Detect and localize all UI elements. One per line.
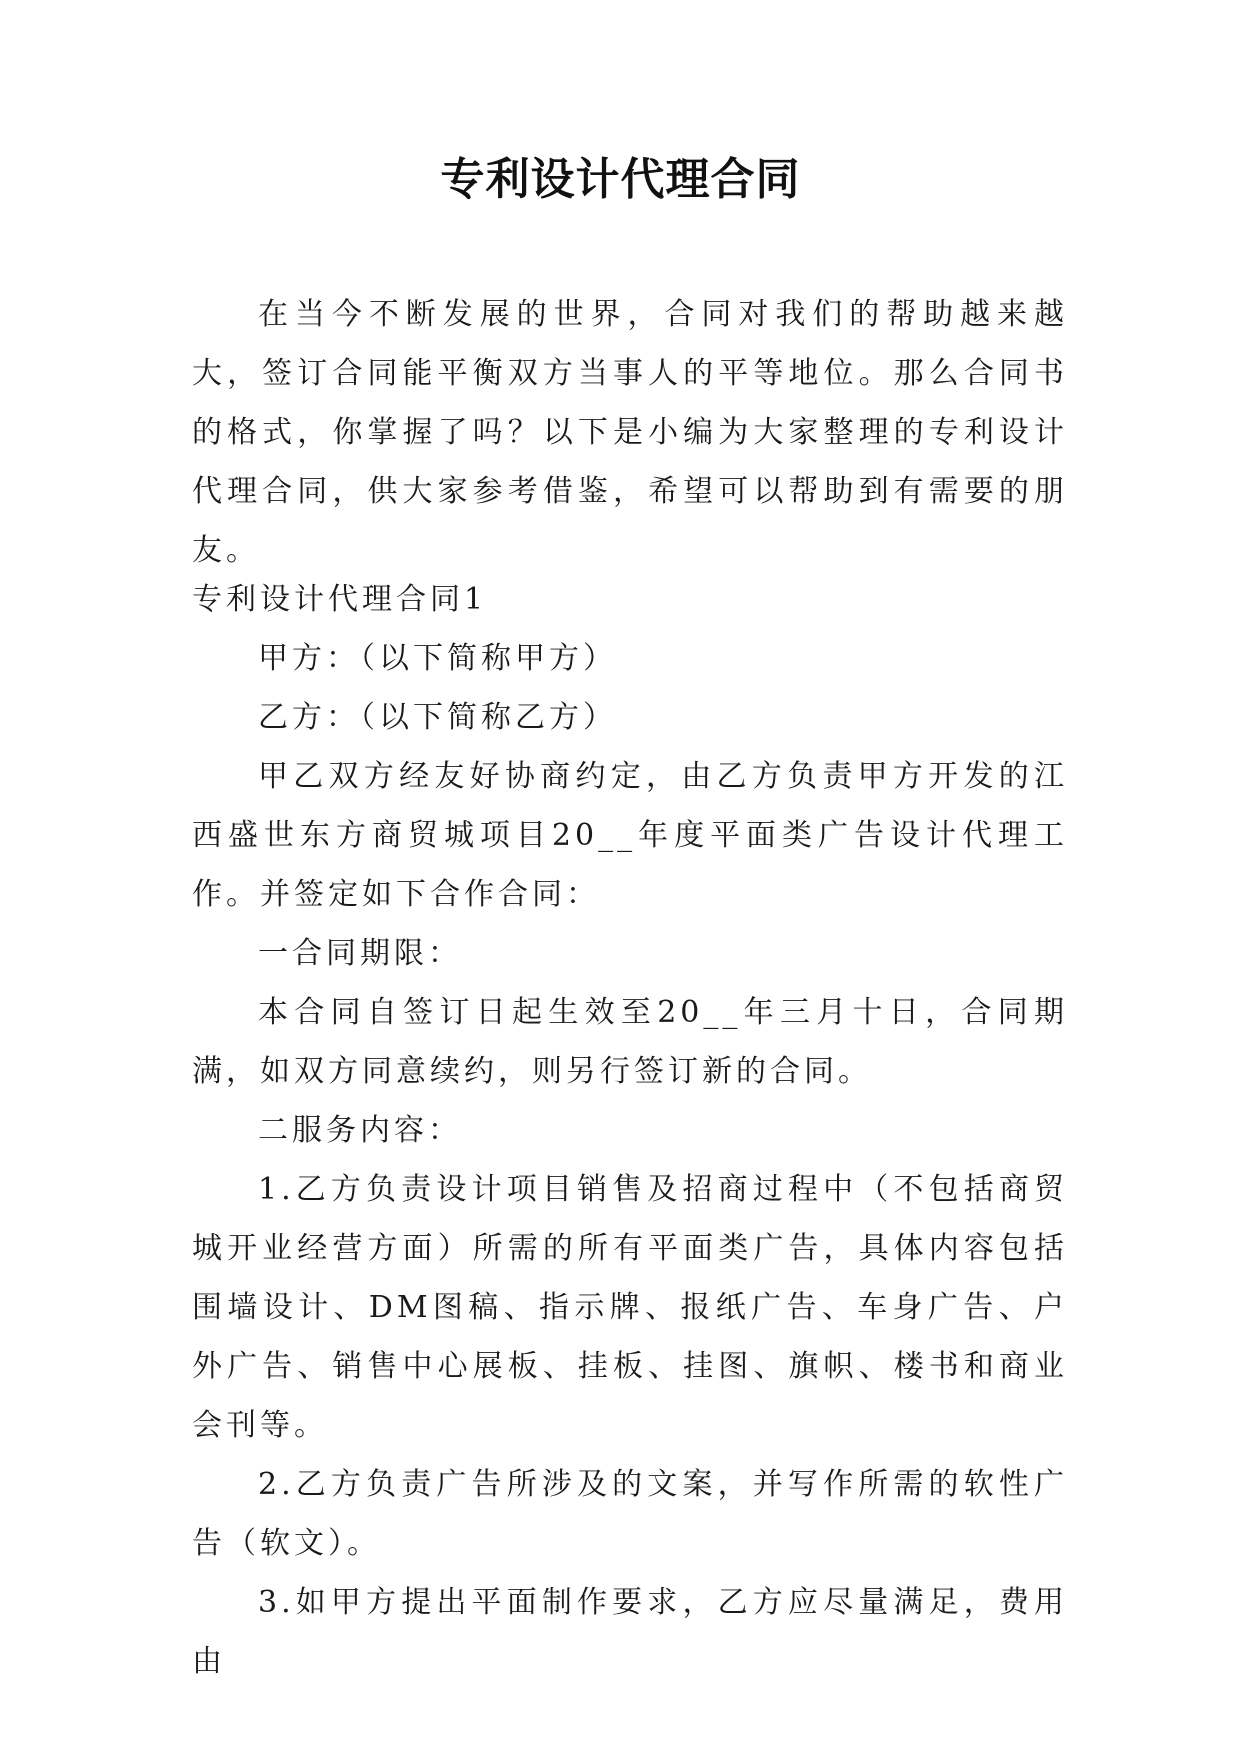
service-item-3: 3.如甲方提出平面制作要求，乙方应尽量满足，费用由 (192, 1585, 1068, 1679)
section-heading-term: 一合同期限： (258, 936, 462, 971)
contract-subtitle: 专利设计代理合同1 (192, 582, 488, 617)
intro-paragraph: 在当今不断发展的世界，合同对我们的帮助越来越大，签订合同能平衡双方当事人的平等地位。那么合同书的格式，你掌握了吗？以下是小编为大家整理的专利设计代理合同，供大家参考借鉴，希望可以帮助到有需要的朋友。 (192, 297, 1068, 568)
term-paragraph: 本合同自签订日起生效至20__年三月十日，合同期满，如双方同意续约，则另行签订新的合同。 (192, 995, 1068, 1089)
agreement-paragraph: 甲乙双方经友好协商约定，由乙方负责甲方开发的江西盛世东方商贸城项目20__年度平面类广告设计代理工作。并签定如下合作合同： (192, 759, 1068, 912)
party-b-line: 乙方：（以下简称乙方） (258, 700, 617, 735)
service-item-1: 1.乙方负责设计项目销售及招商过程中（不包括商贸城开业经营方面）所需的所有平面类广告，具体内容包括围墙设计、DM图稿、指示牌、报纸广告、车身广告、户外广告、销售中心展板、挂板、挂图、旗帜、楼书和商业会刊等。 (192, 1172, 1068, 1443)
party-a-line: 甲方：（以下简称甲方） (258, 641, 617, 676)
intro-section (192, 285, 1068, 580)
document-title: 专利设计代理合同 (440, 154, 801, 205)
contract-section (192, 570, 1068, 1691)
section-heading-services: 二服务内容： (258, 1113, 462, 1148)
service-item-2: 2.乙方负责广告所涉及的文案，并写作所需的软性广告（软文）。 (192, 1467, 1068, 1561)
